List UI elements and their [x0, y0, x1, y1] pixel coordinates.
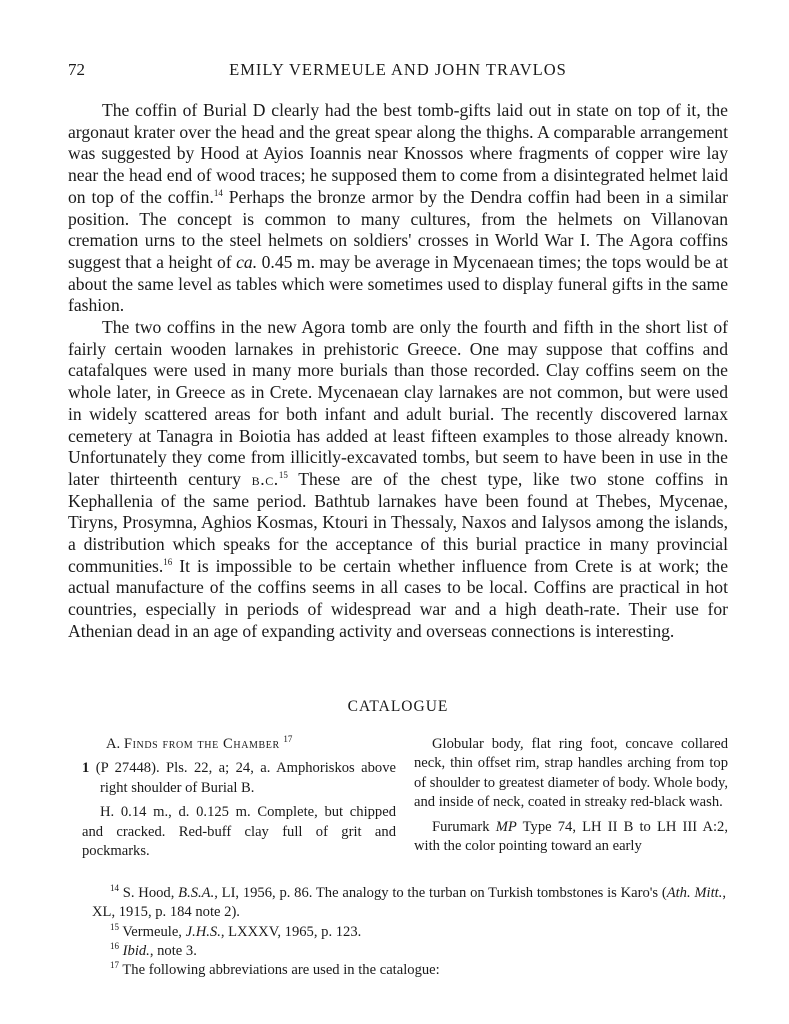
text-run: The coffin of Burial D clearly had the best tomb-gifts laid out in state on top of it, the argonaut krater over the head and the great spear along the thighs. A comparable arrangement was suggested by Hood at Ayios Ioannis near Knossos where fragments of copper wire lay near the head end of wood traces; he supposed them to come from a disintegrated helmet laid on top of the coffin. [68, 100, 728, 207]
footnote-ref: 14 [213, 187, 223, 198]
italic-text: Ath. Mitt. [666, 885, 723, 901]
text-run: It is impossible to be certain whether influence from Crete is at work; the actual manufacture of the coffins seems in all cases to be local. Coffins are practical in hot countries, especially in periods of widespread war and a high death-rate. Their use for Athenian dead in an age of expanding activity and overseas connections is interesting. [68, 555, 728, 641]
section-title: Finds from the Chamber [123, 736, 280, 752]
footnote-17 [92, 961, 726, 980]
text-run: , XL, 1915, p. 184 note 2). [92, 885, 726, 921]
catalogue-entry-furumark [414, 818, 728, 857]
text-run: Perhaps the bronze armor by the Dendra coffin had been in a similar position. The concept is common to many cultures, from the helmets on Villanovan cremation urns to the steel helmets on soldiers' crosses in World War I. The Agora coffins suggest that a height of [68, 186, 728, 272]
text-run: The two coffins in the new Agora tomb are only the fourth and fifth in the short list of fairly certain wooden larnakes in prehistoric Greece. One may suppose that coffins and catafalques were used in many more burials than those recorded. Clay coffins seem on the whole later, in Greece as in Crete. Mycenaean clay larnakes are not common, but were used in widely scattered areas for both infant and adult burial. The recently discovered larnax cemetery at Tanagra in Boiotia has added at least fifteen examples to those already known. Unfortunately they come from illicitly-excavated tombs, but seem to have been in use in the later thirteenth century [68, 317, 728, 489]
small-caps-text: b.c. [251, 468, 279, 489]
running-title: EMILY VERMEULE AND JOHN TRAVLOS [229, 60, 567, 79]
entry-number: 1 [82, 760, 90, 777]
italic-text: ca. [236, 251, 258, 272]
catalogue-heading: CATALOGUE [347, 698, 449, 715]
footnote-ref: 15 [278, 470, 288, 481]
text-run: , LXXXV, 1965, p. 123. [220, 923, 362, 940]
footnote-15 [92, 923, 726, 942]
text-run: S. Hood, [119, 885, 179, 901]
catalogue-entry-description: Globular body, flat ring foot, concave collared neck, thin offset rim, strap handles arching from top of shoulder to greatest diameter of body. Whole body, and inside of neck, coated in streaky red-black wash. [414, 736, 728, 811]
entry-head-text: (P 27448). Pls. 22, a; 24, a. Amphoriskos above right shoulder of Burial B. [89, 760, 396, 796]
page-header [68, 60, 728, 86]
text-run: , LI, 1956, p. 86. The analogy to the turban on Turkish tombstones is Karo's ( [214, 885, 667, 901]
italic-text: Ibid. [122, 942, 150, 959]
italic-text: MP [495, 818, 517, 835]
footnote-number: 16 [110, 941, 119, 952]
footnote-ref: 17 [283, 734, 293, 745]
footnotes [92, 884, 726, 980]
footnote-number: 17 [110, 960, 119, 971]
catalogue-column-right [414, 735, 728, 861]
footnote-number: 14 [110, 883, 119, 894]
text-run: Vermeule, [119, 923, 186, 940]
text-run: 0.45 m. may be average in Mycenaean times; the tops would be at about the same level as tables which were sometimes used to display funeral gifts in the same fashion. [68, 251, 728, 316]
footnote-ref: 16 [163, 556, 173, 567]
paragraph-2 [68, 317, 728, 643]
catalogue-entry-head [82, 759, 396, 798]
section-letter: A. [106, 736, 121, 752]
page-number: 72 [68, 60, 85, 79]
italic-text: J.H.S. [185, 923, 221, 940]
main-text [68, 100, 728, 643]
catalogue-entry-dimensions: H. 0.14 m., d. 0.125 m. Complete, but chipped and cracked. Red-buff clay full of grit and pockmarks. [82, 804, 396, 860]
footnote-16 [92, 942, 726, 961]
text-run: These are of the chest type, like two stone coffins in Kephallenia of the same period. Bathtub larnakes have been found at Thebes, Mycenae, Tiryns, Prosymna, Aghios Kosmas, Ktouri in Thessaly, Naxos and Ialysos among the islands, a distribution which speaks for the acceptance of this burial practice in many provincial communities. [68, 468, 729, 576]
footnote-14 [92, 884, 726, 923]
text-run: Furumark [432, 818, 496, 835]
catalogue-column-left [82, 735, 396, 866]
paragraph-1 [68, 100, 728, 317]
footnote-number: 15 [110, 921, 119, 932]
italic-text: B.S.A. [178, 885, 215, 901]
text-run: , note 3. [149, 942, 197, 959]
section-heading [82, 735, 396, 754]
text-run: Type 74, LH II B to LH III A:2, with the color pointing toward an early [414, 818, 728, 855]
text-run: The following abbreviations are used in the catalogue: [119, 962, 440, 979]
